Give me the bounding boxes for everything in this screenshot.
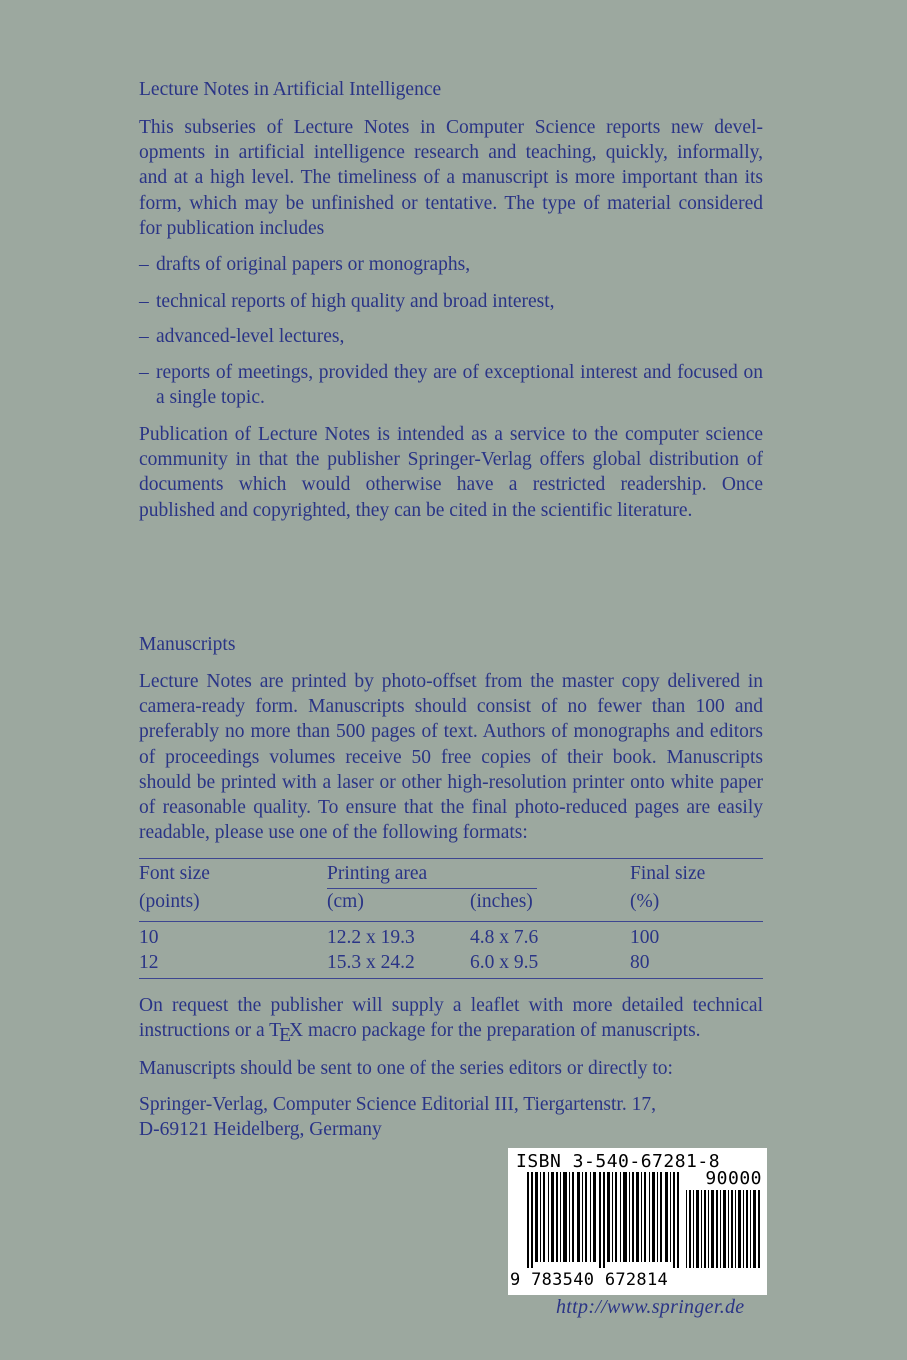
bullet-dash: – (139, 291, 149, 312)
send-instruction: Manuscripts should be sent to one of the series editors or directly to: (139, 1058, 673, 1079)
header-printing-area: Printing area (327, 863, 428, 884)
text-line: This subseries of Lecture Notes in Computer Science reports new devel- (139, 117, 763, 138)
manuscripts-paragraph (139, 669, 763, 845)
header-points: (points) (139, 891, 200, 912)
table-cell-points: 10 (139, 927, 159, 948)
isbn-number: ISBN 3-540-67281-8 (516, 1151, 721, 1172)
table-cell-cm: 15.3 x 24.2 (327, 952, 415, 973)
manuscripts-heading: Manuscripts (139, 634, 236, 655)
text-line: of reasonable quality. To ensure that the final photo-reduced pages are easily (139, 797, 763, 819)
text-line: documents which would otherwise have a restricted readership. Once (139, 474, 763, 496)
text-line: published and copyrighted, they can be cited in the scientific literature. (139, 499, 693, 521)
barcode-addon-number: 90000 (705, 1168, 762, 1189)
text-line: community in that the publisher Springer-Verlag offers global distribution of (139, 449, 763, 471)
bullet-text: technical reports of high quality and broad interest, (156, 291, 555, 312)
table-cell-final: 100 (630, 927, 660, 948)
series-intro (139, 115, 763, 241)
text-fragment: instructions or a (139, 1020, 270, 1042)
text-line (139, 1018, 763, 1047)
publisher-address (139, 1092, 763, 1142)
table-cell-points: 12 (139, 952, 159, 973)
table-cell-final: 80 (630, 952, 650, 973)
tex-x: X (289, 1020, 304, 1042)
tex-t: T (269, 1020, 282, 1042)
header-font-size: Font size (139, 863, 210, 884)
bullet-text: drafts of original papers or monographs, (156, 254, 471, 275)
table-top-rule (139, 858, 763, 859)
table-bottom-rule (139, 978, 763, 979)
tex-e: E (279, 1025, 292, 1047)
text-line: of proceedings volumes receive 50 free copies of their book. Manuscripts (139, 746, 763, 768)
header-cm: (cm) (327, 891, 364, 912)
list-item (139, 360, 763, 410)
request-paragraph (139, 993, 763, 1047)
text-fragment: macro package for the preparation of manuscripts. (303, 1020, 701, 1042)
list-item (139, 252, 763, 277)
ean-number: 9 783540 672814 (510, 1270, 669, 1290)
publisher-url: http://www.springer.de (556, 1296, 745, 1318)
header-percent: (%) (630, 891, 660, 912)
printing-area-rule (327, 888, 537, 889)
text-line: Lecture Notes are printed by photo-offset from the master copy delivered in (139, 671, 763, 692)
text-line: opments in artificial intelligence research and teaching, quickly, informally, (139, 142, 763, 164)
text-line: readable, please use one of the following formats: (139, 822, 528, 844)
publication-paragraph (139, 422, 763, 523)
text-line: Publication of Lecture Notes is intended as a service to the computer science (139, 424, 763, 445)
header-final-size: Final size (630, 863, 706, 884)
bullet-dash: – (139, 326, 149, 347)
address-line: D-69121 Heidelberg, Germany (139, 1119, 382, 1141)
bullet-text: advanced-level lectures, (156, 326, 345, 347)
bullet-dash: – (139, 254, 149, 275)
address-line: Springer-Verlag, Computer Science Editorial III, Tiergartenstr. 17, (139, 1094, 656, 1115)
table-header-rule (139, 921, 763, 922)
table-cell-inches: 4.8 x 7.6 (470, 927, 539, 948)
table-cell-cm: 12.2 x 19.3 (327, 927, 415, 948)
bullet-text: a single topic. (156, 387, 265, 409)
header-inches: (inches) (470, 891, 533, 912)
tex-logo (269, 1020, 304, 1047)
text-line: camera-ready form. Manuscripts should consist of no fewer than 100 and (139, 696, 763, 718)
text-line: form, which may be unfinished or tentative. The type of material considered (139, 192, 763, 214)
text-line: and at a high level. The timeliness of a manuscript is more important than its (139, 167, 763, 189)
bullet-dash: – (139, 362, 149, 383)
list-item (139, 289, 763, 314)
text-line: for publication includes (139, 217, 325, 239)
ean-bars (527, 1172, 685, 1268)
addon-bars (686, 1190, 762, 1268)
text-line: should be printed with a laser or other high-resolution printer onto white paper (139, 771, 763, 793)
text-line: preferably no more than 500 pages of text. Authors of monographs and editors (139, 721, 763, 743)
series-title: Lecture Notes in Artificial Intelligence (139, 79, 442, 100)
text-line: On request the publisher will supply a leaflet with more detailed technical (139, 995, 763, 1016)
table-cell-inches: 6.0 x 9.5 (470, 952, 539, 973)
list-item (139, 324, 763, 349)
bullet-text: reports of meetings, provided they are of exceptional interest and focused on (156, 362, 763, 383)
isbn-barcode (508, 1148, 767, 1295)
